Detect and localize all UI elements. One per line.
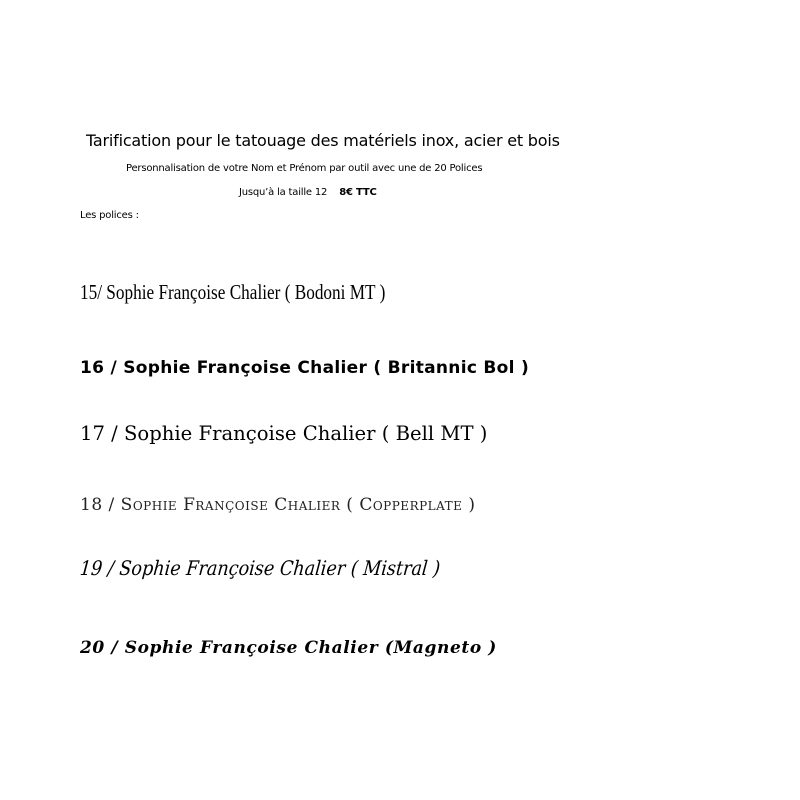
font-sample-bodoni: 15/ Sophie Françoise Chalier ( Bodoni MT ) [80, 280, 386, 304]
subtitle: Personnalisation de votre Nom et Prénom par outil avec une de 20 Polices [126, 163, 483, 174]
size-text: Jusqu’à la taille 12 [239, 187, 328, 198]
size-price-line [239, 187, 377, 198]
page-title: Tarification pour le tatouage des matériels inox, acier et bois [86, 131, 560, 150]
font-sample-copperplate: 18 / Sophie Françoise Chalier ( Copperplate ) [80, 495, 476, 515]
font-sample-mistral: 19 / Sophie Françoise Chalier ( Mistral ) [78, 556, 442, 580]
font-sample-bell: 17 / Sophie Françoise Chalier ( Bell MT ) [80, 421, 488, 445]
font-sample-britannic: 16 / Sophie Françoise Chalier ( Britannic Bol ) [80, 358, 530, 378]
price-text: 8€ TTC [339, 187, 377, 198]
fonts-label: Les polices : [80, 210, 139, 221]
font-sample-magneto: 20 / Sophie Françoise Chalier (Magneto ) [80, 638, 497, 658]
